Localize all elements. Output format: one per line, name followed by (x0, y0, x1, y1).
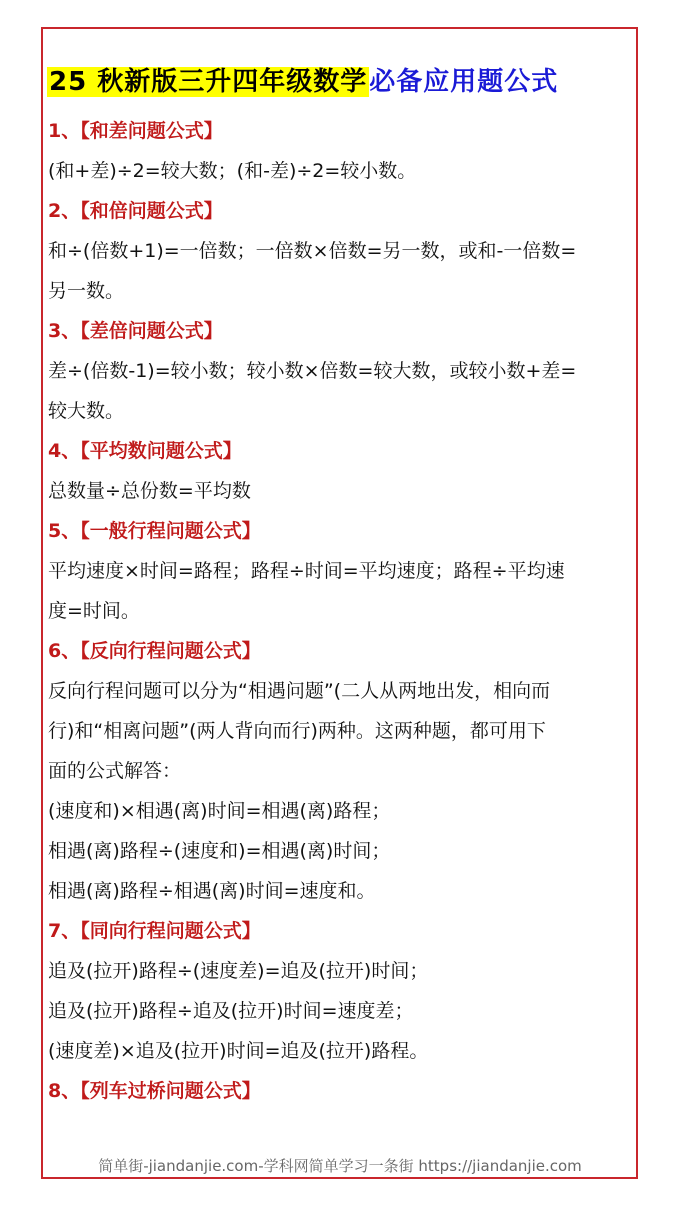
formula-line: (速度和)×相遇(离)时间=相遇(离)路程； (48, 800, 391, 822)
page-title (47, 62, 558, 102)
section-heading: 7、【同向行程问题公式】 (48, 920, 261, 942)
formula-line: 反向行程问题可以分为“相遇问题”(二人从两地出发，相向而 (48, 680, 551, 702)
section-heading: 4、【平均数问题公式】 (48, 440, 242, 462)
title-highlight: 25 秋新版三升四年级数学 (49, 67, 368, 97)
formula-line: 度=时间。 (48, 600, 140, 622)
section-heading: 5、【一般行程问题公式】 (48, 520, 261, 542)
formula-line: 和÷(倍数+1)=一倍数；一倍数×倍数=另一数，或和-一倍数= (48, 240, 577, 262)
formula-line: 追及(拉开)路程÷(速度差)=追及(拉开)时间； (48, 960, 429, 982)
formula-line: 面的公式解答： (48, 760, 182, 782)
formula-line: 较大数。 (48, 400, 125, 422)
formula-line: 相遇(离)路程÷相遇(离)时间=速度和。 (48, 880, 376, 902)
formula-line: 差÷(倍数-1)=较小数；较小数×倍数=较大数，或较小数+差= (48, 360, 577, 382)
formula-line: 总数量÷总份数=平均数 (48, 480, 251, 502)
footer-watermark: 简单街-jiandanjie.com-学科网简单学习一条街 https://jiandanjie.com (98, 1157, 582, 1175)
formula-line: 行)和“相离问题”(两人背向而行)两种。这两种题，都可用下 (48, 720, 546, 742)
section-heading: 6、【反向行程问题公式】 (48, 640, 261, 662)
formula-line: (速度差)×追及(拉开)时间=追及(拉开)路程。 (48, 1040, 429, 1062)
formula-content (48, 111, 638, 1111)
formula-line: 追及(拉开)路程÷追及(拉开)时间=速度差； (48, 1000, 414, 1022)
section-heading: 8、【列车过桥问题公式】 (48, 1080, 261, 1102)
formula-line: 另一数。 (48, 280, 125, 302)
formula-line: 平均速度×时间=路程；路程÷时间=平均速度；路程÷平均速 (48, 560, 565, 582)
formula-line: 相遇(离)路程÷(速度和)=相遇(离)时间； (48, 840, 391, 862)
title-rest: 必备应用题公式 (369, 67, 559, 97)
section-heading: 3、【差倍问题公式】 (48, 320, 223, 342)
section-heading: 1、【和差问题公式】 (48, 120, 223, 142)
section-heading: 2、【和倍问题公式】 (48, 200, 223, 222)
formula-line: (和+差)÷2=较大数；(和-差)÷2=较小数。 (48, 160, 417, 182)
